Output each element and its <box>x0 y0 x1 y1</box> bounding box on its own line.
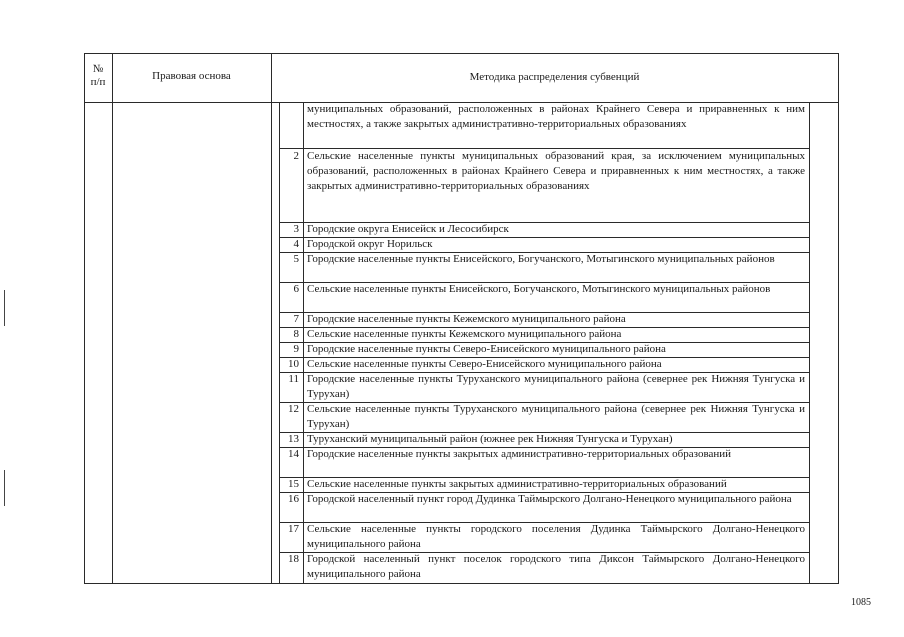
continuation-text: муниципальных образований, расположенных в районах Крайнего Севера и приравненных к ним местностях, а также закрытых административно-территориальных образованиях <box>307 103 805 130</box>
row-text: Сельские населенные пункты Туруханского муниципального района (севернее рек Нижняя Тунгуска и Турухан) <box>307 403 805 430</box>
row-text: Городской населенный пункт поселок городского типа Диксон Таймырского Долгано-Ненецкого муниципального района <box>307 553 805 580</box>
row-number: 3 <box>293 223 299 235</box>
header-number-sign: № <box>92 63 104 75</box>
page-number: 1085 <box>851 597 871 608</box>
row-text: Сельские населенные пункты Кежемского муниципального района <box>307 328 622 340</box>
table-right-border <box>838 53 839 584</box>
row-number: 11 <box>288 373 299 385</box>
table-top-border <box>84 53 839 54</box>
col-divider-1 <box>112 53 113 584</box>
row-text: Сельские населенные пункты городского поселения Дудинка Таймырского Долгано-Ненецкого муниципального района <box>307 523 805 550</box>
scan-margin-mark <box>4 290 5 326</box>
scan-margin-mark <box>4 470 5 506</box>
row-number: 10 <box>288 358 299 370</box>
header-number-abbr: п/п <box>90 76 106 88</box>
row-number: 6 <box>293 283 299 295</box>
row-text: Городские населенные пункты Туруханского муниципального района (севернее рек Нижняя Тунгуска и Турухан) <box>307 373 805 400</box>
row-number: 7 <box>293 313 299 325</box>
row-number: 9 <box>293 343 299 355</box>
table-left-border <box>84 53 85 584</box>
row-text: Сельские населенные пункты муниципальных образований края, за исключением муниципальных образований, расположенных в районах Крайнего Севера и приравненных к ним местностях, а также закрытых административно-территориальных образованиях <box>307 150 805 192</box>
row-text: Городские округа Енисейск и Лесосибирск <box>307 223 509 235</box>
row-text: Сельские населенные пункты закрытых административно-территориальных образований <box>307 478 727 490</box>
row-number: 12 <box>288 403 299 415</box>
row-number: 17 <box>288 523 299 535</box>
row-number: 13 <box>288 433 299 445</box>
row-number: 2 <box>293 150 299 162</box>
row-number: 15 <box>288 478 299 490</box>
row-number: 5 <box>293 253 299 265</box>
row-number: 8 <box>293 328 299 340</box>
header-col-methodology: Методика распределения субвенций <box>469 71 640 83</box>
row-number: 14 <box>288 448 299 460</box>
row-number: 18 <box>288 553 299 565</box>
row-text: Городской населенный пункт город Дудинка Таймырского Долгано-Ненецкого муниципального района <box>307 493 792 505</box>
row-text: Туруханский муниципальный район (южнее рек Нижняя Тунгуска и Турухан) <box>307 433 673 445</box>
row-text: Городские населенные пункты Северо-Енисейского муниципального района <box>307 343 666 355</box>
row-text: Городские населенные пункты Енисейского, Богучанского, Мотыгинского муниципальных районов <box>307 253 775 265</box>
row-text: Городские населенные пункты Кежемского муниципального района <box>307 313 626 325</box>
row-text: Городские населенные пункты закрытых административно-территориальных образований <box>307 448 732 460</box>
table-bottom-border <box>84 583 839 584</box>
header-col-number <box>84 63 112 89</box>
header-col-legal-basis: Правовая основа <box>152 70 231 82</box>
col-divider-2 <box>271 53 272 584</box>
row-number: 16 <box>288 493 299 505</box>
row-text: Сельские населенные пункты Енисейского, Богучанского, Мотыгинского муниципальных районов <box>307 283 771 295</box>
row-number: 4 <box>293 238 299 250</box>
row-text: Сельские населенные пункты Северо-Енисейского муниципального района <box>307 358 662 370</box>
row-text: Городской округ Норильск <box>307 238 433 250</box>
